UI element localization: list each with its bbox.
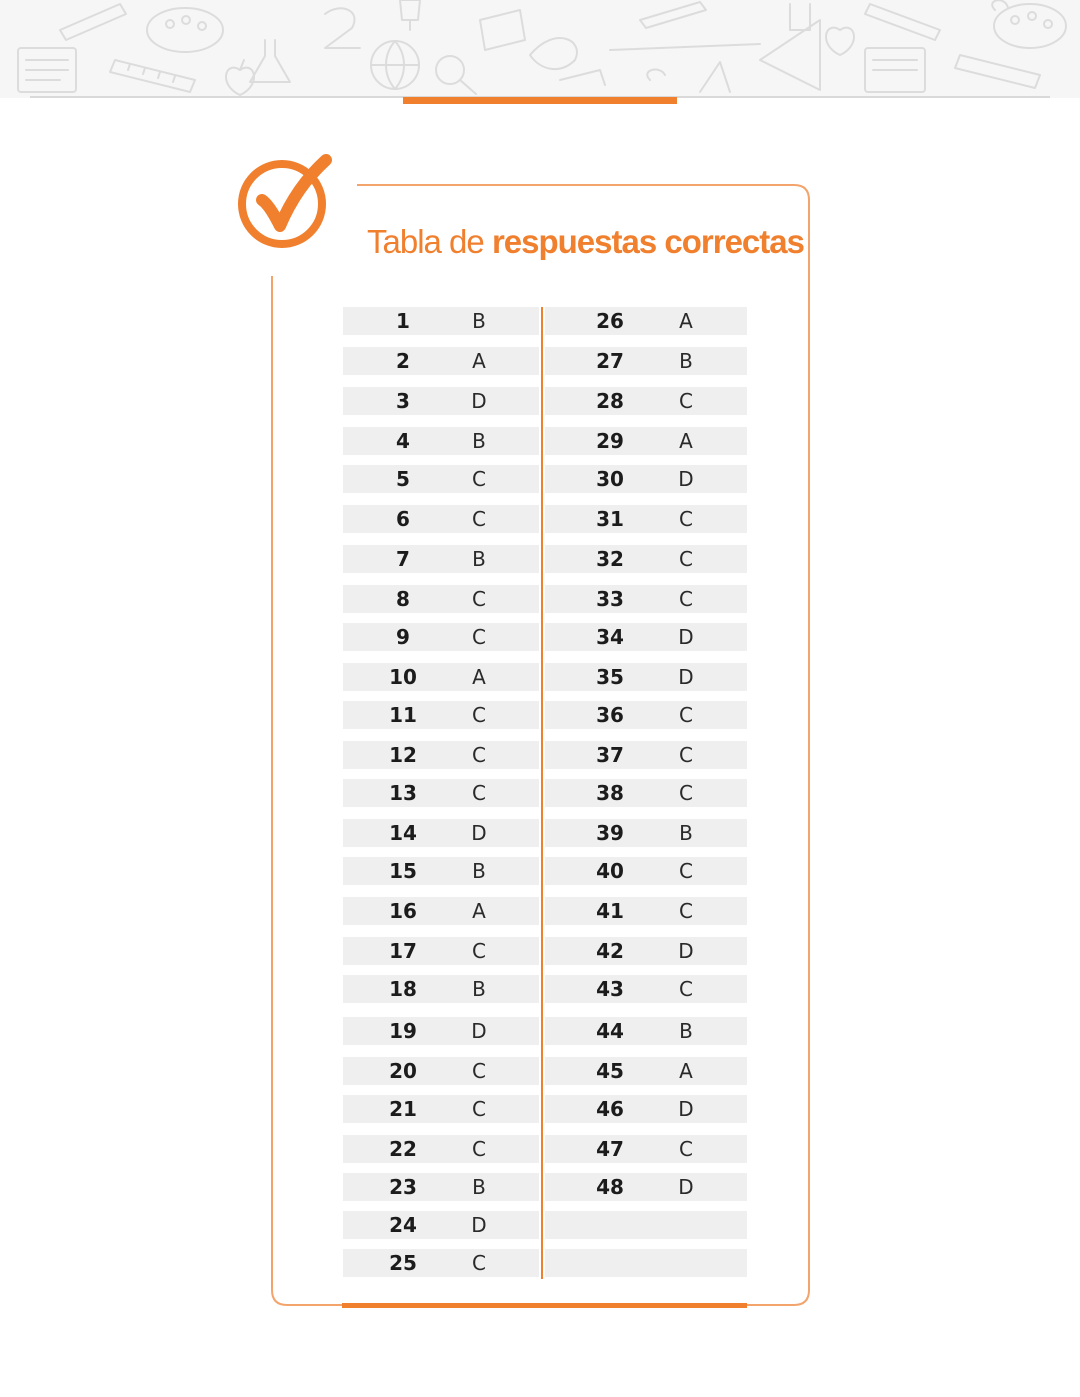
question-number: 12: [389, 743, 417, 767]
question-number: 16: [389, 899, 417, 923]
answer-letter: C: [472, 1097, 486, 1121]
question-number: 24: [389, 1213, 417, 1237]
answer-letter: C: [472, 587, 486, 611]
question-number: 8: [396, 587, 410, 611]
question-number: 18: [389, 977, 417, 1001]
question-number: 17: [389, 939, 417, 963]
header-band: [0, 0, 1080, 98]
answer-letter: D: [471, 389, 487, 413]
table-row: [545, 741, 747, 769]
question-number: 15: [389, 859, 417, 883]
table-row: [343, 623, 539, 651]
answer-letter: C: [679, 587, 693, 611]
header-accent-bar: [403, 97, 677, 104]
table-row: [343, 975, 539, 1003]
table-row: [343, 505, 539, 533]
answer-letter: C: [679, 859, 693, 883]
table-row: [343, 819, 539, 847]
question-number: 47: [596, 1137, 624, 1161]
answer-letter: B: [472, 1175, 486, 1199]
answer-letter: D: [678, 1097, 694, 1121]
question-number: 14: [389, 821, 417, 845]
answer-letter: B: [679, 821, 693, 845]
table-row: [545, 1135, 747, 1163]
answer-letter: B: [472, 309, 486, 333]
question-number: 46: [596, 1097, 624, 1121]
answer-letter: D: [678, 625, 694, 649]
card-bottom-accent-bar: [342, 1303, 747, 1308]
table-row: [545, 975, 747, 1003]
question-number: 9: [396, 625, 410, 649]
answer-letter: C: [472, 625, 486, 649]
answer-letter: C: [472, 939, 486, 963]
question-number: 48: [596, 1175, 624, 1199]
question-number: 44: [596, 1019, 624, 1043]
question-number: 43: [596, 977, 624, 1001]
table-row: [545, 1249, 747, 1277]
table-row: [343, 1135, 539, 1163]
table-row: [343, 1017, 539, 1045]
table-row: [343, 545, 539, 573]
table-row: [545, 663, 747, 691]
table-row: [343, 465, 539, 493]
answer-letter: A: [679, 1059, 693, 1083]
column-divider: [541, 307, 543, 1279]
table-row: [343, 663, 539, 691]
answer-letter: D: [471, 1019, 487, 1043]
table-row: [343, 307, 539, 335]
question-number: 30: [596, 467, 624, 491]
question-number: 20: [389, 1059, 417, 1083]
table-row: [545, 585, 747, 613]
answer-letter: C: [679, 389, 693, 413]
table-row: [545, 857, 747, 885]
question-number: [580, 1249, 640, 1277]
answer-letter: C: [679, 1137, 693, 1161]
answer-letter: C: [679, 507, 693, 531]
question-number: 36: [596, 703, 624, 727]
question-number: 6: [396, 507, 410, 531]
table-row: [545, 505, 747, 533]
question-number: 38: [596, 781, 624, 805]
answer-letter: D: [678, 939, 694, 963]
question-number: 28: [596, 389, 624, 413]
answer-table: [343, 307, 747, 1279]
table-row: [545, 897, 747, 925]
answer-letter: B: [472, 977, 486, 1001]
answer-letter: B: [472, 429, 486, 453]
answer-letter: C: [679, 977, 693, 1001]
table-row: [343, 1249, 539, 1277]
table-row: [343, 347, 539, 375]
question-number: 10: [389, 665, 417, 689]
answer-letter: [671, 1249, 701, 1277]
title-light: Tabla de: [367, 223, 484, 260]
answer-letter: C: [472, 781, 486, 805]
table-row: [545, 387, 747, 415]
question-number: 37: [596, 743, 624, 767]
question-number: 1: [396, 309, 410, 333]
question-number: 4: [396, 429, 410, 453]
answer-letter: A: [679, 309, 693, 333]
answer-letter: C: [679, 899, 693, 923]
table-row: [545, 545, 747, 573]
answer-letter: C: [472, 507, 486, 531]
answer-letter: C: [679, 781, 693, 805]
table-row: [343, 857, 539, 885]
table-row: [545, 1211, 747, 1239]
answer-letter: C: [679, 703, 693, 727]
question-number: 34: [596, 625, 624, 649]
answer-letter: [671, 1211, 701, 1239]
question-number: 19: [389, 1019, 417, 1043]
question-number: 23: [389, 1175, 417, 1199]
answer-letter: C: [472, 1059, 486, 1083]
answer-letter: C: [472, 743, 486, 767]
page-title: [367, 218, 804, 266]
answer-letter: D: [678, 467, 694, 491]
table-row: [545, 347, 747, 375]
table-row: [545, 307, 747, 335]
question-number: 22: [389, 1137, 417, 1161]
question-number: 25: [389, 1251, 417, 1275]
table-row: [545, 623, 747, 651]
question-number: 32: [596, 547, 624, 571]
table-row: [343, 427, 539, 455]
answer-letter: C: [472, 1137, 486, 1161]
answer-letter: A: [472, 665, 486, 689]
question-number: 3: [396, 389, 410, 413]
answer-letter: C: [472, 703, 486, 727]
answer-letter: D: [678, 1175, 694, 1199]
answer-letter: C: [472, 1251, 486, 1275]
table-row: [343, 1211, 539, 1239]
table-row: [343, 1057, 539, 1085]
table-row: [545, 1057, 747, 1085]
question-number: 31: [596, 507, 624, 531]
question-number: 26: [596, 309, 624, 333]
question-number: 7: [396, 547, 410, 571]
answer-letter: C: [472, 467, 486, 491]
table-row: [343, 779, 539, 807]
answer-letter: B: [679, 349, 693, 373]
table-row: [545, 1095, 747, 1123]
question-number: 35: [596, 665, 624, 689]
question-number: 2: [396, 349, 410, 373]
table-row: [545, 819, 747, 847]
table-row: [545, 701, 747, 729]
title-bold: respuestas correctas: [491, 223, 804, 260]
answer-letter: D: [678, 665, 694, 689]
answer-letter: D: [471, 1213, 487, 1237]
question-number: 5: [396, 467, 410, 491]
school-doodles-icon: [0, 0, 1080, 98]
answer-letter: A: [472, 899, 486, 923]
answer-letter: B: [679, 1019, 693, 1043]
question-number: 29: [596, 429, 624, 453]
question-number: 39: [596, 821, 624, 845]
table-row: [545, 1173, 747, 1201]
answer-letter: D: [471, 821, 487, 845]
table-row: [343, 1173, 539, 1201]
table-row: [545, 1017, 747, 1045]
question-number: 13: [389, 781, 417, 805]
answer-letter: B: [472, 547, 486, 571]
table-row: [343, 387, 539, 415]
table-row: [545, 465, 747, 493]
answer-letter: C: [679, 547, 693, 571]
table-row: [545, 427, 747, 455]
answer-letter: A: [679, 429, 693, 453]
table-row: [343, 1095, 539, 1123]
question-number: [580, 1211, 640, 1239]
question-number: 42: [596, 939, 624, 963]
table-row: [545, 779, 747, 807]
question-number: 33: [596, 587, 624, 611]
answer-letter: A: [472, 349, 486, 373]
question-number: 45: [596, 1059, 624, 1083]
table-row: [343, 701, 539, 729]
question-number: 41: [596, 899, 624, 923]
answer-letter: B: [472, 859, 486, 883]
table-row: [343, 937, 539, 965]
question-number: 21: [389, 1097, 417, 1121]
question-number: 11: [389, 703, 417, 727]
answer-letter: C: [679, 743, 693, 767]
table-row: [343, 585, 539, 613]
question-number: 27: [596, 349, 624, 373]
table-row: [343, 897, 539, 925]
question-number: 40: [596, 859, 624, 883]
table-row: [545, 937, 747, 965]
table-row: [343, 741, 539, 769]
